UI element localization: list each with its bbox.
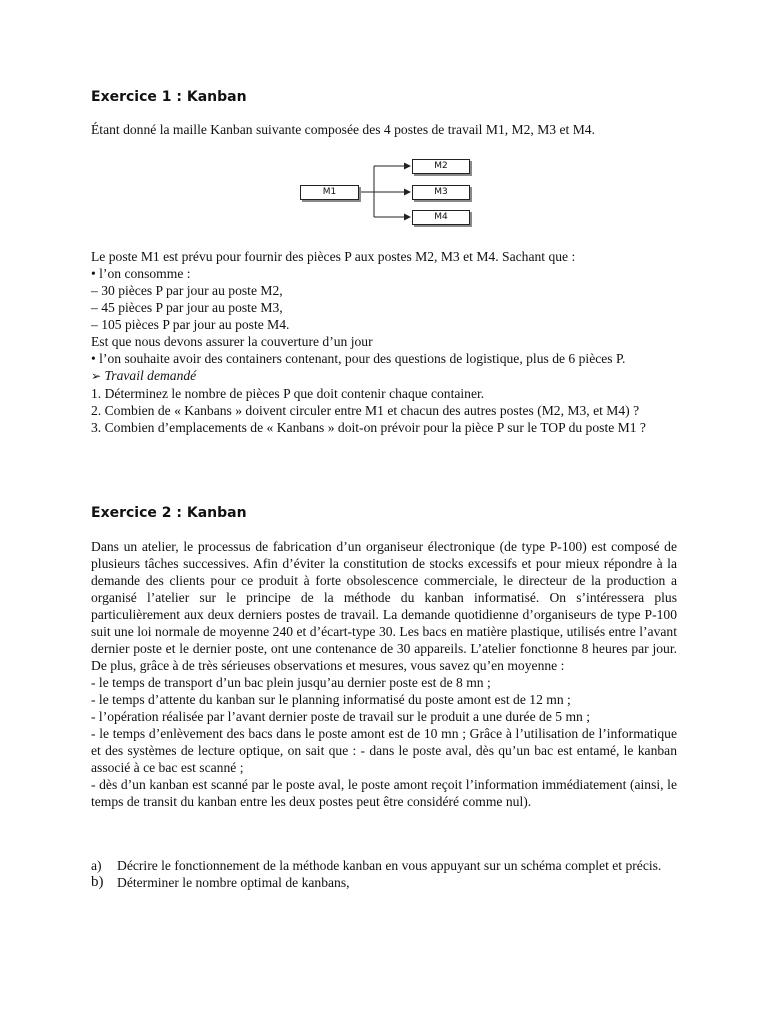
exercise2-body: [91, 538, 677, 810]
exercise1-line: • l’on souhaite avoir des containers contenant, pour des questions de logistique, plus de 6 pièces P.: [91, 351, 626, 366]
exercise1-question: 3. Combien d’emplacements de « Kanbans » doit-on prévoir pour la pièce P sur le TOP du poste M1 ?: [91, 420, 646, 435]
exercise1-body: [91, 248, 681, 436]
exercise1-intro: Étant donné la maille Kanban suivante composée des 4 postes de travail M1, M2, M3 et M4.: [91, 122, 595, 137]
question-a: [91, 857, 681, 874]
station-m2: M2: [412, 159, 470, 174]
exercise2-bullet: - l’opération réalisée par l’avant dernier poste de travail sur le produit a une durée de 5 mn ;: [91, 709, 590, 724]
exercise2-bullet: - le temps d’enlèvement des bacs dans le poste amont est de 10 mn ; Grâce à l’utilisation de l’informatique et des systèmes de lecture optique, on sait que : - dans le poste aval, dès qu’un bac est entamé, le kanban associé à ce bac est scanné ;: [91, 726, 677, 775]
exercise1-line: – 30 pièces P par jour au poste M2,: [91, 283, 283, 298]
exercise2-questions: [91, 857, 681, 891]
exercise1-question: 1. Déterminez le nombre de pièces P que doit contenir chaque container.: [91, 386, 485, 401]
station-m4: M4: [412, 210, 470, 225]
question-b-marker: b): [91, 874, 104, 890]
station-m3: M3: [412, 185, 470, 200]
exercise1-title: Exercice 1 : Kanban: [91, 89, 247, 105]
travail-demande: [91, 367, 681, 385]
travail-demande-label: Travail demandé: [104, 368, 197, 383]
exercise1-line: – 45 pièces P par jour au poste M3,: [91, 300, 283, 315]
exercise2-bullet: - le temps d’attente du kanban sur le planning informatisé du poste amont est de 12 mn ;: [91, 692, 571, 707]
question-a-marker: a): [91, 858, 102, 873]
exercise1-line: Est que nous devons assurer la couverture d’un jour: [91, 334, 373, 349]
kanban-diagram: [296, 155, 476, 230]
exercise1-question: 2. Combien de « Kanbans » doivent circuler entre M1 et chacun des autres postes (M2, M3, et M4) ?: [91, 403, 640, 418]
question-b-text: Déterminer le nombre optimal de kanbans,: [117, 875, 350, 890]
exercise1-line: • l’on consomme :: [91, 266, 191, 281]
exercise2-bullet: - le temps de transport d’un bac plein jusqu’au dernier poste est de 8 mn ;: [91, 675, 491, 690]
exercise2-paragraph: Dans un atelier, le processus de fabrication d’un organiseur électronique (de type P-100) est composé de plusieurs tâches successives. Afin d’éviter la constitution de stocks excessifs et pour mieux répondre à la demande des clients pour ce produit à forte obsolescence commerciale, le directeur de la production a organisé l’atelier sur le principe de la méthode du kanban informatisé. On s’intéressera plus particulièrement aux deux derniers postes de travail. La demande quotidienne d’organiseurs de type P-100 suit une loi normale de moyenne 240 et d’écart-type 30. Les bacs en matière plastique, utilisés entre l’avant dernier poste et le dernier poste, ont une contenance de 30 appareils. L’atelier fonctionne 8 heures par jour. De plus, grâce à de très sérieuses observations et mesures, vous savez qu’en moyenne :: [91, 539, 677, 673]
arrow-bullet-icon: ➢: [91, 369, 102, 383]
question-a-text: Décrire le fonctionnement de la méthode kanban en vous appuyant sur un schéma complet et précis.: [117, 858, 662, 873]
question-b: [91, 874, 681, 891]
exercise1-line: Le poste M1 est prévu pour fournir des pièces P aux postes M2, M3 et M4. Sachant que :: [91, 249, 576, 264]
station-m1: M1: [300, 185, 359, 200]
exercise2-title: Exercice 2 : Kanban: [91, 505, 247, 521]
exercise2-bullet: - dès d’un kanban est scanné par le poste aval, le poste amont reçoit l’information immédiatement (ainsi, le temps de transit du kanban entre les deux postes peut être considéré comme nul).: [91, 777, 677, 809]
exercise1-line: – 105 pièces P par jour au poste M4.: [91, 317, 290, 332]
